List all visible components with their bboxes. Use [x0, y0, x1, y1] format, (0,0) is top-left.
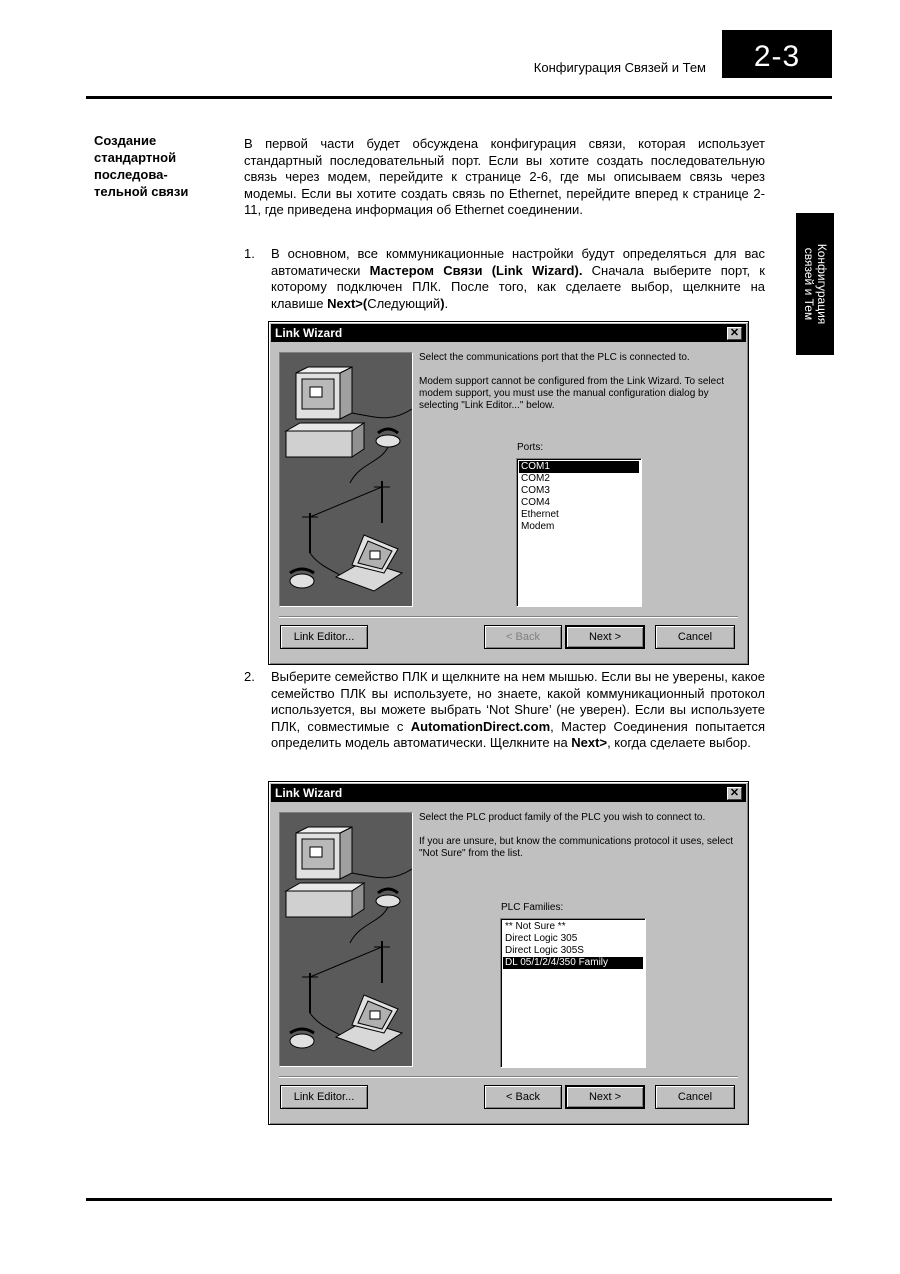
- ports-listbox[interactable]: [516, 458, 642, 607]
- dialog-titlebar: [271, 784, 746, 802]
- step-1-bold-a: Мастером Связи (Link Wizard).: [369, 262, 583, 278]
- cancel-button[interactable]: Cancel: [655, 625, 735, 649]
- list-item[interactable]: Direct Logic 305S: [505, 945, 584, 956]
- back-button[interactable]: < Back: [484, 1085, 562, 1109]
- computer-phone-laptop-icon: [280, 353, 412, 606]
- side-tab: [796, 213, 834, 355]
- next-button[interactable]: Next >: [565, 1085, 645, 1109]
- dialog-separator: [279, 616, 738, 618]
- list-item[interactable]: Modem: [521, 521, 555, 532]
- link-editor-button[interactable]: Link Editor...: [280, 1085, 368, 1109]
- footer-rule: [86, 1198, 832, 1201]
- step-2-text-a: Выберите семейство ПЛК и щелкните на нем мышью. Если вы не уверены, какое семейство ПЛК вы используете, но знаете, какой коммуникационный протокол используется, вы можете выбрать ‘Not Shure’ (не уверен). Если вы используете ПЛК, совместимые с: [271, 669, 765, 734]
- list-item[interactable]: DL 05/1/2/4/350 Family: [503, 957, 643, 969]
- list-item[interactable]: Ethernet: [521, 509, 559, 520]
- dialog-message-line-2: If you are unsure, but know the communications protocol it uses, select "Not Sure" from the list.: [419, 836, 734, 859]
- step-1-text: [271, 246, 765, 312]
- list-item[interactable]: COM4: [521, 497, 550, 508]
- list-item[interactable]: COM3: [521, 485, 550, 496]
- link-wizard-plc-family-dialog: [268, 781, 749, 1125]
- side-tab-label: Конфигурация связей и Тем: [802, 243, 829, 325]
- intro-paragraph: В первой части будет обсуждена конфигурация связи, которая использует стандартный последовательный порт. Если вы хотите создать последовательную связь через модем, перейдите к странице 2-6, где мы описываем связь через модемы. Если вы хотите создать связь по Ethernet, перейдите вперед к странице 2-11, где приведена информация об Ethernet соединении.: [244, 136, 765, 217]
- computer-phone-laptop-icon: [280, 813, 412, 1066]
- step-1-text-a: В основном, все коммуникационные настройки будут определяться для вас автоматически: [271, 246, 765, 278]
- dialog-message: [419, 812, 737, 872]
- dialog-separator: [279, 1076, 738, 1078]
- dialog-message-line-2: Modem support cannot be configured from the Link Wizard. To select modem support, you must use the manual configuration dialog by selecting "Link Editor..." below.: [419, 376, 724, 411]
- wizard-illustration: [279, 352, 413, 607]
- next-button[interactable]: Next >: [565, 625, 645, 649]
- plc-families-label: PLC Families:: [501, 902, 564, 913]
- list-item[interactable]: COM1: [519, 461, 639, 473]
- running-header-title: Конфигурация Связей и Тем: [533, 60, 706, 75]
- dialog-message: [419, 352, 737, 424]
- step-1-number: 1.: [244, 246, 255, 261]
- step-1: [244, 246, 765, 312]
- dialog-titlebar: [271, 324, 746, 342]
- dialog-title: Link Wizard: [275, 786, 343, 800]
- dialog-title: Link Wizard: [275, 326, 343, 340]
- list-item[interactable]: Direct Logic 305: [505, 933, 578, 944]
- step-2-bold-b: Next>: [571, 735, 608, 750]
- dialog-message-line-1: Select the PLC product family of the PLC you wish to connect to.: [419, 812, 706, 823]
- step-2-number: 2.: [244, 669, 255, 684]
- step-2-bold-a: AutomationDirect.com: [410, 718, 551, 734]
- step-2: [244, 669, 765, 752]
- plc-families-listbox[interactable]: [500, 918, 646, 1068]
- list-item[interactable]: COM2: [521, 473, 550, 484]
- step-2-text-c: , когда сделаете выбор.: [607, 735, 751, 750]
- link-wizard-ports-dialog: [268, 321, 749, 665]
- step-2-text-b: , Мастер Соединения попытается определить модель автоматически. Щелкните на: [271, 718, 765, 750]
- step-1-bold-b: Next>(: [327, 295, 368, 311]
- cancel-button[interactable]: Cancel: [655, 1085, 735, 1109]
- back-button[interactable]: < Back: [484, 625, 562, 649]
- step-1-text-b: Сначала выберите порт, к которому подключен ПЛК. После того, как сделаете выбор, щелкните на клавише: [271, 262, 765, 311]
- section-title: Создание стандартной последова- тельной связи: [94, 133, 189, 199]
- step-1-bold-c: ): [440, 295, 445, 311]
- chapter-number-badge: 2-3: [722, 30, 832, 78]
- wizard-illustration: [279, 812, 413, 1067]
- step-1-text-c: Следующий: [367, 295, 441, 311]
- close-icon[interactable]: ✕: [727, 787, 742, 800]
- close-icon[interactable]: ✕: [727, 327, 742, 340]
- header-rule: [86, 96, 832, 99]
- dialog-message-line-1: Select the communications port that the PLC is connected to.: [419, 352, 690, 363]
- step-2-text: [271, 669, 765, 752]
- ports-label: Ports:: [517, 442, 544, 453]
- step-1-text-d: .: [444, 295, 449, 311]
- list-item[interactable]: ** Not Sure **: [505, 921, 566, 932]
- link-editor-button[interactable]: Link Editor...: [280, 625, 368, 649]
